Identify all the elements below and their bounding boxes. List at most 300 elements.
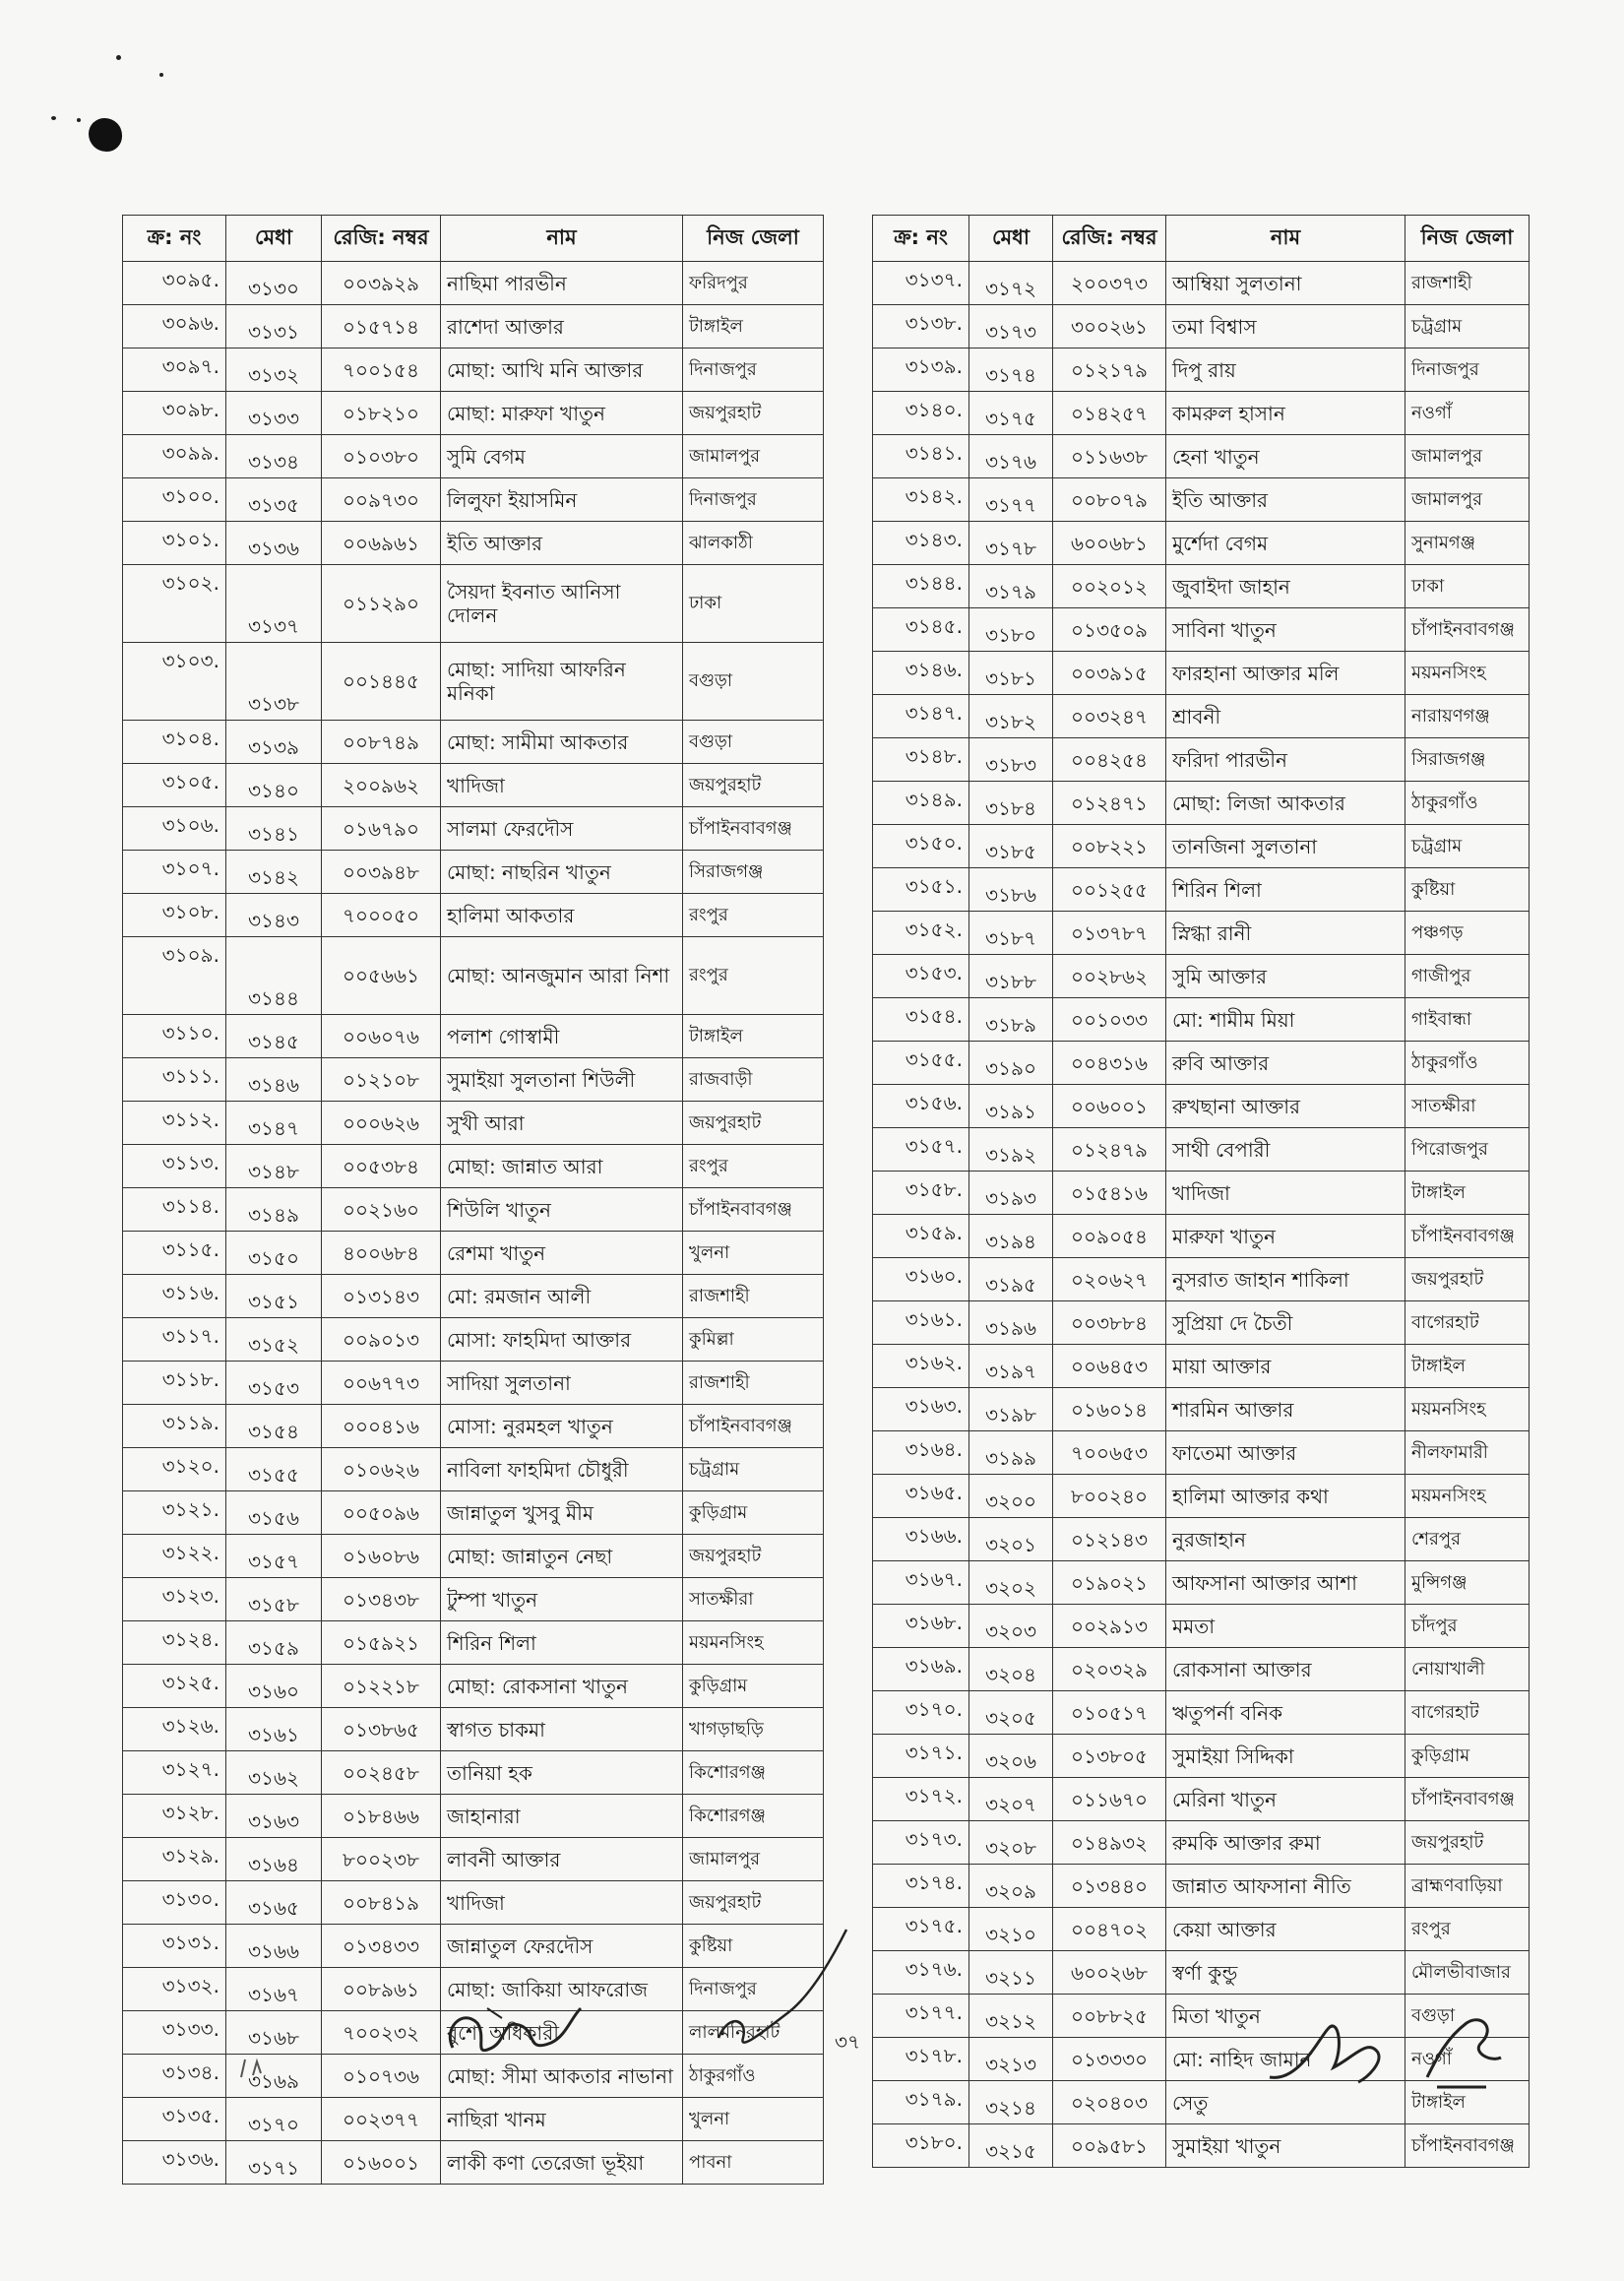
reg-no-cell: ০১৬০১৪	[1053, 1388, 1166, 1431]
serial-cell: ৩০৯৮.	[123, 392, 226, 435]
table-row	[873, 392, 1530, 435]
serial-cell: ৩১৪৯.	[873, 782, 969, 825]
scan-speck	[159, 73, 163, 77]
table-row	[873, 1865, 1530, 1908]
serial-cell: ৩১৬৩.	[873, 1388, 969, 1431]
serial-cell: ৩১৪১.	[873, 435, 969, 478]
district-cell: নীলফামারী	[1405, 1431, 1530, 1475]
serial-cell: ৩১৪৪.	[873, 565, 969, 608]
name-cell: খাদিজা	[1166, 1172, 1405, 1215]
district-cell: ঢাকা	[683, 565, 824, 643]
merit-cell: ৩১৪৬	[226, 1058, 322, 1102]
table-body-right	[873, 262, 1530, 2168]
district-cell: নওগাঁ	[1405, 2038, 1530, 2081]
district-cell: ময়মনসিংহ	[1405, 652, 1530, 695]
merit-cell: ৩২০৯	[969, 1865, 1053, 1908]
reg-no-cell: ০১৪৯৩২	[1053, 1821, 1166, 1865]
table-row	[123, 1232, 824, 1275]
name-cell: জান্নাত আফসানা নীতি	[1166, 1865, 1405, 1908]
reg-no-cell: ০১০৩৮০	[322, 435, 441, 478]
district-cell: বাগেরহাট	[1405, 1301, 1530, 1345]
serial-cell: ৩১৫৭.	[873, 1128, 969, 1172]
serial-cell: ৩১২০.	[123, 1448, 226, 1491]
district-cell: টাঙ্গাইল	[683, 305, 824, 348]
table-row	[873, 1648, 1530, 1691]
reg-no-cell: ০২০৬২৭	[1053, 1258, 1166, 1301]
serial-cell: ৩১০০.	[123, 478, 226, 522]
name-cell: লিলুফা ইয়াসমিন	[441, 478, 683, 522]
header-serial: ক্র: নং	[873, 216, 969, 262]
table-row	[123, 1405, 824, 1448]
name-cell: মোছা: মারুফা খাতুন	[441, 392, 683, 435]
district-cell: রাজশাহী	[1405, 262, 1530, 305]
district-cell: রাজশাহী	[683, 1275, 824, 1318]
header-reg-no: রেজি: নম্বর	[1053, 216, 1166, 262]
table-row	[123, 1535, 824, 1578]
table-row	[873, 1301, 1530, 1345]
serial-cell: ৩১৬৯.	[873, 1648, 969, 1691]
table-row	[873, 262, 1530, 305]
merit-cell: ৩১৪২	[226, 851, 322, 894]
table-row	[873, 1735, 1530, 1778]
name-cell: সালমা ফেরদৌস	[441, 807, 683, 851]
name-cell: সুমাইয়া সিদ্দিকা	[1166, 1735, 1405, 1778]
reg-no-cell: ০১৩৩৩০	[1053, 2038, 1166, 2081]
serial-cell: ৩১৫০.	[873, 825, 969, 868]
merit-cell: ৩১৯৩	[969, 1172, 1053, 1215]
serial-cell: ৩১০২.	[123, 565, 226, 643]
reg-no-cell: ০০২৩৭৭	[322, 2098, 441, 2141]
table-row	[123, 1448, 824, 1491]
serial-cell: ৩১৪৮.	[873, 738, 969, 782]
reg-no-cell: ০০০৪১৬	[322, 1405, 441, 1448]
serial-cell: ৩১৭০.	[873, 1691, 969, 1735]
name-cell: লাবনী আক্তার	[441, 1838, 683, 1881]
merit-cell: ৩২১৩	[969, 2038, 1053, 2081]
table-row	[873, 305, 1530, 348]
name-cell: পলাশ গোস্বামী	[441, 1015, 683, 1058]
district-cell: টাঙ্গাইল	[1405, 1345, 1530, 1388]
name-cell: ফরিদা পারভীন	[1166, 738, 1405, 782]
serial-cell: ৩১১৬.	[123, 1275, 226, 1318]
district-cell: রংপুর	[683, 894, 824, 937]
table-row	[873, 695, 1530, 738]
district-cell: চাঁপাইনবাবগঞ্জ	[683, 1405, 824, 1448]
serial-cell: ৩১৫১.	[873, 868, 969, 912]
district-cell: টাঙ্গাইল	[683, 1015, 824, 1058]
table-row	[873, 478, 1530, 522]
reg-no-cell: ০১১২৯০	[322, 565, 441, 643]
table-row	[123, 522, 824, 565]
serial-cell: ৩১০৪.	[123, 721, 226, 764]
reg-no-cell: ০০৯০১৩	[322, 1318, 441, 1362]
district-cell: পাবনা	[683, 2141, 824, 2185]
reg-no-cell: ২০০৯৬২	[322, 764, 441, 807]
merit-cell: ৩১৮৭	[969, 912, 1053, 955]
serial-cell: ৩১৭১.	[873, 1735, 969, 1778]
merit-cell: ৩১৪৮	[226, 1145, 322, 1188]
reg-no-cell: ৬০০২৬৮	[1053, 1951, 1166, 1995]
table-row	[123, 1145, 824, 1188]
serial-cell: ৩১২৮.	[123, 1795, 226, 1838]
district-cell: কিশোরগঞ্জ	[683, 1751, 824, 1795]
serial-cell: ৩১৬০.	[873, 1258, 969, 1301]
reg-no-cell: ০০১৪৪৫	[322, 643, 441, 721]
reg-no-cell: ০১৬০০১	[322, 2141, 441, 2185]
table-row	[123, 1708, 824, 1751]
district-cell: ময়মনসিংহ	[1405, 1388, 1530, 1431]
table-row	[873, 1908, 1530, 1951]
name-cell: মোসা: ফাহমিদা আক্তার	[441, 1318, 683, 1362]
reg-no-cell: ০০৫৩৮৪	[322, 1145, 441, 1188]
table-row	[873, 1518, 1530, 1561]
table-row	[873, 782, 1530, 825]
district-cell: রংপুর	[683, 937, 824, 1015]
reg-no-cell: ০০১২৫৫	[1053, 868, 1166, 912]
district-cell: নওগাঁ	[1405, 392, 1530, 435]
table-row	[123, 1751, 824, 1795]
district-cell: চাঁপাইনবাবগঞ্জ	[1405, 608, 1530, 652]
signature-3	[231, 2048, 290, 2087]
merit-cell: ৩১৬০	[226, 1665, 322, 1708]
merit-cell: ৩১৮৩	[969, 738, 1053, 782]
name-cell: সৈয়দা ইবনাত আনিসা দোলন	[441, 565, 683, 643]
reg-no-cell: ০১৩৭৮৭	[1053, 912, 1166, 955]
merit-cell: ৩১৩০	[226, 262, 322, 305]
serial-cell: ৩১১১.	[123, 1058, 226, 1102]
reg-no-cell: ২০০৩৭৩	[1053, 262, 1166, 305]
name-cell: সুখী আরা	[441, 1102, 683, 1145]
name-cell: মোছা: আখি মনি আক্তার	[441, 348, 683, 392]
district-cell: কিশোরগঞ্জ	[683, 1795, 824, 1838]
district-cell: চাঁদপুর	[1405, 1605, 1530, 1648]
district-cell: চাঁপাইনবাবগঞ্জ	[1405, 1215, 1530, 1258]
table-row	[873, 1431, 1530, 1475]
reg-no-cell: ০০৪৭০২	[1053, 1908, 1166, 1951]
name-cell: জান্নাতুল ফেরদৌস	[441, 1925, 683, 1968]
name-cell: স্বাগত চাকমা	[441, 1708, 683, 1751]
serial-cell: ৩১১৫.	[123, 1232, 226, 1275]
serial-cell: ৩১২৬.	[123, 1708, 226, 1751]
serial-cell: ৩১৩৫.	[123, 2098, 226, 2141]
name-cell: মেরিনা খাতুন	[1166, 1778, 1405, 1821]
name-cell: জাহানারা	[441, 1795, 683, 1838]
table-row	[873, 522, 1530, 565]
merit-cell: ৩১৬৫	[226, 1881, 322, 1925]
table-row	[873, 2124, 1530, 2168]
reg-no-cell: ০০৬০৭৬	[322, 1015, 441, 1058]
reg-no-cell: ৭০০৬৫৩	[1053, 1431, 1166, 1475]
table-row	[123, 1318, 824, 1362]
name-cell: সুমি আক্তার	[1166, 955, 1405, 998]
name-cell: খাদিজা	[441, 1881, 683, 1925]
merit-table-right	[872, 215, 1530, 2168]
reg-no-cell: ০১১৬৩৮	[1053, 435, 1166, 478]
merit-cell: ৩১৪৪	[226, 937, 322, 1015]
name-cell: আফসানা আক্তার আশা	[1166, 1561, 1405, 1605]
merit-cell: ৩১৩৫	[226, 478, 322, 522]
scan-speck	[77, 118, 81, 122]
merit-cell: ৩২০২	[969, 1561, 1053, 1605]
serial-cell: ৩১৪২.	[873, 478, 969, 522]
district-cell: জয়পুরহাট	[683, 392, 824, 435]
district-cell: কুড়িগ্রাম	[1405, 1735, 1530, 1778]
merit-cell: ৩২১৪	[969, 2081, 1053, 2124]
district-cell: টাঙ্গাইল	[1405, 2081, 1530, 2124]
merit-cell: ৩১৩৬	[226, 522, 322, 565]
table-row	[873, 565, 1530, 608]
serial-cell: ৩১০১.	[123, 522, 226, 565]
district-cell: জামালপুর	[1405, 435, 1530, 478]
district-cell: শেরপুর	[1405, 1518, 1530, 1561]
serial-cell: ৩১৩৯.	[873, 348, 969, 392]
district-cell: জয়পুরহাট	[683, 764, 824, 807]
table-row	[123, 1795, 824, 1838]
reg-no-cell: ০১৯০২১	[1053, 1561, 1166, 1605]
district-cell: ঠাকুরগাঁও	[1405, 1042, 1530, 1085]
table-row	[123, 1838, 824, 1881]
header-merit: মেধা	[226, 216, 322, 262]
name-cell: সুমি বেগম	[441, 435, 683, 478]
district-cell: দিনাজপুর	[1405, 348, 1530, 392]
header-name: নাম	[441, 216, 683, 262]
table-row	[123, 851, 824, 894]
serial-cell: ৩১৩৬.	[123, 2141, 226, 2185]
district-cell: চট্রগ্রাম	[683, 1448, 824, 1491]
district-cell: ময়মনসিংহ	[683, 1621, 824, 1665]
serial-cell: ৩১০৫.	[123, 764, 226, 807]
reg-no-cell: ০০৮৯৬১	[322, 1968, 441, 2011]
name-cell: নুরজাহান	[1166, 1518, 1405, 1561]
merit-cell: ৩১৫৮	[226, 1578, 322, 1621]
serial-cell: ৩১১২.	[123, 1102, 226, 1145]
reg-no-cell: ৬০০৬৮১	[1053, 522, 1166, 565]
district-cell: জামালপুর	[1405, 478, 1530, 522]
reg-no-cell: ৮০০২৪০	[1053, 1475, 1166, 1518]
header-name: নাম	[1166, 216, 1405, 262]
merit-cell: ৩১৯৮	[969, 1388, 1053, 1431]
district-cell: বগুড়া	[683, 721, 824, 764]
name-cell: শ্রাবনী	[1166, 695, 1405, 738]
merit-cell: ৩১৫০	[226, 1232, 322, 1275]
merit-cell: ৩২০৫	[969, 1691, 1053, 1735]
name-cell: সুপ্রিয়া দে চৈতী	[1166, 1301, 1405, 1345]
serial-cell: ৩১২২.	[123, 1535, 226, 1578]
serial-cell: ৩১৮০.	[873, 2124, 969, 2168]
district-cell: কুড়িগ্রাম	[683, 1665, 824, 1708]
district-cell: পিরোজপুর	[1405, 1128, 1530, 1172]
district-cell: কুষ্টিয়া	[683, 1925, 824, 1968]
table-row	[123, 1188, 824, 1232]
reg-no-cell: ০০৩২৪৭	[1053, 695, 1166, 738]
reg-no-cell: ০০২৪৫৮	[322, 1751, 441, 1795]
serial-cell: ৩১৭৩.	[873, 1821, 969, 1865]
merit-cell: ৩১৩৩	[226, 392, 322, 435]
name-cell: নাছিরা খানম	[441, 2098, 683, 2141]
reg-no-cell: ০০৯০৫৪	[1053, 1215, 1166, 1258]
serial-cell: ৩১১৪.	[123, 1188, 226, 1232]
reg-no-cell: ০০৯৭৩০	[322, 478, 441, 522]
district-cell: সাতক্ষীরা	[683, 1578, 824, 1621]
name-cell: রুবি আক্তার	[1166, 1042, 1405, 1085]
district-cell: বগুড়া	[1405, 1995, 1530, 2038]
table-row	[873, 1042, 1530, 1085]
name-cell: নুসরাত জাহান শাকিলা	[1166, 1258, 1405, 1301]
table-row	[123, 1058, 824, 1102]
serial-cell: ৩১০৯.	[123, 937, 226, 1015]
serial-cell: ৩১৭৫.	[873, 1908, 969, 1951]
district-cell: চট্রগ্রাম	[1405, 825, 1530, 868]
serial-cell: ৩০৯৫.	[123, 262, 226, 305]
district-cell: রংপুর	[683, 1145, 824, 1188]
reg-no-cell: ০০৬৭৭৩	[322, 1362, 441, 1405]
table-row	[873, 955, 1530, 998]
serial-cell: ৩০৯৭.	[123, 348, 226, 392]
signature-1	[433, 1989, 591, 2077]
reg-no-cell: ৭০০২৩২	[322, 2011, 441, 2055]
table-row	[123, 894, 824, 937]
merit-cell: ৩২০০	[969, 1475, 1053, 1518]
merit-cell: ৩১৫২	[226, 1318, 322, 1362]
serial-cell: ৩১৬৬.	[873, 1518, 969, 1561]
name-cell: মিতা খাতুন	[1166, 1995, 1405, 2038]
reg-no-cell: ০০২০১২	[1053, 565, 1166, 608]
merit-cell: ৩১৭০	[226, 2098, 322, 2141]
merit-cell: ৩১৬৬	[226, 1925, 322, 1968]
serial-cell: ৩১১৩.	[123, 1145, 226, 1188]
table-row	[873, 1475, 1530, 1518]
serial-cell: ৩১৬৭.	[873, 1561, 969, 1605]
merit-cell: ৩১৮১	[969, 652, 1053, 695]
reg-no-cell: ০০৮৮২৫	[1053, 1995, 1166, 2038]
serial-cell: ৩১৫৮.	[873, 1172, 969, 1215]
table-row	[123, 305, 824, 348]
district-cell: কুমিল্লা	[683, 1318, 824, 1362]
table-row	[123, 1275, 824, 1318]
reg-no-cell: ০০৩৯২৯	[322, 262, 441, 305]
name-cell: মোছা: সামীমা আকতার	[441, 721, 683, 764]
district-cell: দিনাজপুর	[683, 348, 824, 392]
merit-cell: ৩১৭৯	[969, 565, 1053, 608]
serial-cell: ৩১১০.	[123, 1015, 226, 1058]
merit-cell: ৩১৯৫	[969, 1258, 1053, 1301]
merit-cell: ৩২০১	[969, 1518, 1053, 1561]
district-cell: জামালপুর	[683, 435, 824, 478]
name-cell: ঋতুপর্না বনিক	[1166, 1691, 1405, 1735]
reg-no-cell: ০২০৩২৯	[1053, 1648, 1166, 1691]
table-header-row	[873, 216, 1530, 262]
merit-cell: ৩১৬৪	[226, 1838, 322, 1881]
reg-no-cell: ০১৩১৪৩	[322, 1275, 441, 1318]
name-cell: মারুফা খাতুন	[1166, 1215, 1405, 1258]
reg-no-cell: ০১২৪৭৯	[1053, 1128, 1166, 1172]
district-cell: চাঁপাইনবাবগঞ্জ	[683, 807, 824, 851]
name-cell: নাবিলা ফাহমিদা চৌধুরী	[441, 1448, 683, 1491]
table-row	[123, 643, 824, 721]
serial-cell: ৩১০৭.	[123, 851, 226, 894]
district-cell: ব্রাহ্মণবাড়িয়া	[1405, 1865, 1530, 1908]
table-row	[873, 608, 1530, 652]
reg-no-cell: ০১৩৪৩৩	[322, 1925, 441, 1968]
reg-no-cell: ০১৩৮৬৫	[322, 1708, 441, 1751]
reg-no-cell: ০১৩৫০৯	[1053, 608, 1166, 652]
reg-no-cell: ০০৫৬৬১	[322, 937, 441, 1015]
merit-cell: ৩১৭১	[226, 2141, 322, 2185]
table-row	[123, 1578, 824, 1621]
reg-no-cell: ০১৪২৫৭	[1053, 392, 1166, 435]
merit-cell: ৩১৫৬	[226, 1491, 322, 1535]
name-cell: সুমাইয়া সুলতানা শিউলী	[441, 1058, 683, 1102]
table-row	[873, 825, 1530, 868]
reg-no-cell: ০১৫৪১৬	[1053, 1172, 1166, 1215]
serial-cell: ৩১৭৯.	[873, 2081, 969, 2124]
merit-cell: ৩১৩৪	[226, 435, 322, 478]
merit-cell: ৩১৩৮	[226, 643, 322, 721]
table-row	[873, 738, 1530, 782]
header-district: নিজ জেলা	[1405, 216, 1530, 262]
district-cell: দিনাজপুর	[683, 1968, 824, 2011]
table-row	[873, 912, 1530, 955]
district-cell: মুন্সিগঞ্জ	[1405, 1561, 1530, 1605]
reg-no-cell: ০০৩৯৪৮	[322, 851, 441, 894]
name-cell: তমা বিশ্বাস	[1166, 305, 1405, 348]
reg-no-cell: ৭০০১৫৪	[322, 348, 441, 392]
merit-cell: ৩১৫৫	[226, 1448, 322, 1491]
merit-cell: ৩২১০	[969, 1908, 1053, 1951]
reg-no-cell: ০০৮০৭৯	[1053, 478, 1166, 522]
name-cell: তানজিনা সুলতানা	[1166, 825, 1405, 868]
ink-blot	[89, 118, 122, 152]
header-serial: ক্র: নং	[123, 216, 226, 262]
reg-no-cell: ০১২১০৮	[322, 1058, 441, 1102]
serial-cell: ৩১৩৪.	[123, 2055, 226, 2098]
reg-no-cell: ০১৩৪৪০	[1053, 1865, 1166, 1908]
reg-no-cell: ০০৪২৫৪	[1053, 738, 1166, 782]
reg-no-cell: ০১৩৮০৫	[1053, 1735, 1166, 1778]
name-cell: হেনা খাতুন	[1166, 435, 1405, 478]
merit-cell: ৩২০৩	[969, 1605, 1053, 1648]
name-cell: বুশো অধিকারী	[441, 2011, 683, 2055]
district-cell: রাজবাড়ী	[683, 1058, 824, 1102]
district-cell: রাজশাহী	[683, 1362, 824, 1405]
name-cell: স্নিগ্ধা রানী	[1166, 912, 1405, 955]
name-cell: ইতি আক্তার	[1166, 478, 1405, 522]
name-cell: মোছা: জাকিয়া আফরোজ	[441, 1968, 683, 2011]
name-cell: মুর্শেদা বেগম	[1166, 522, 1405, 565]
table-row	[873, 1085, 1530, 1128]
table-row	[873, 1821, 1530, 1865]
name-cell: মমতা	[1166, 1605, 1405, 1648]
serial-cell: ৩১৫৯.	[873, 1215, 969, 1258]
reg-no-cell: ৪০০৬৮৪	[322, 1232, 441, 1275]
serial-cell: ৩১১৭.	[123, 1318, 226, 1362]
serial-cell: ৩১৬১.	[873, 1301, 969, 1345]
merit-cell: ৩১৯২	[969, 1128, 1053, 1172]
merit-cell: ৩১৫৯	[226, 1621, 322, 1665]
name-cell: মোসা: নুরমহল খাতুন	[441, 1405, 683, 1448]
district-cell: গাজীপুর	[1405, 955, 1530, 998]
serial-cell: ৩১৫২.	[873, 912, 969, 955]
name-cell: মোছা: সীমা আকতার নাভানা	[441, 2055, 683, 2098]
merit-cell: ৩১৬৯	[226, 2055, 322, 2098]
reg-no-cell: ০১১৬৭০	[1053, 1778, 1166, 1821]
name-cell: সাবিনা খাতুন	[1166, 608, 1405, 652]
merit-cell: ৩১৮০	[969, 608, 1053, 652]
merit-cell: ৩১৩২	[226, 348, 322, 392]
district-cell: চাঁপাইনবাবগঞ্জ	[683, 1188, 824, 1232]
name-cell: নাছিমা পারভীন	[441, 262, 683, 305]
name-cell: মোছা: সাদিয়া আফরিন মনিকা	[441, 643, 683, 721]
